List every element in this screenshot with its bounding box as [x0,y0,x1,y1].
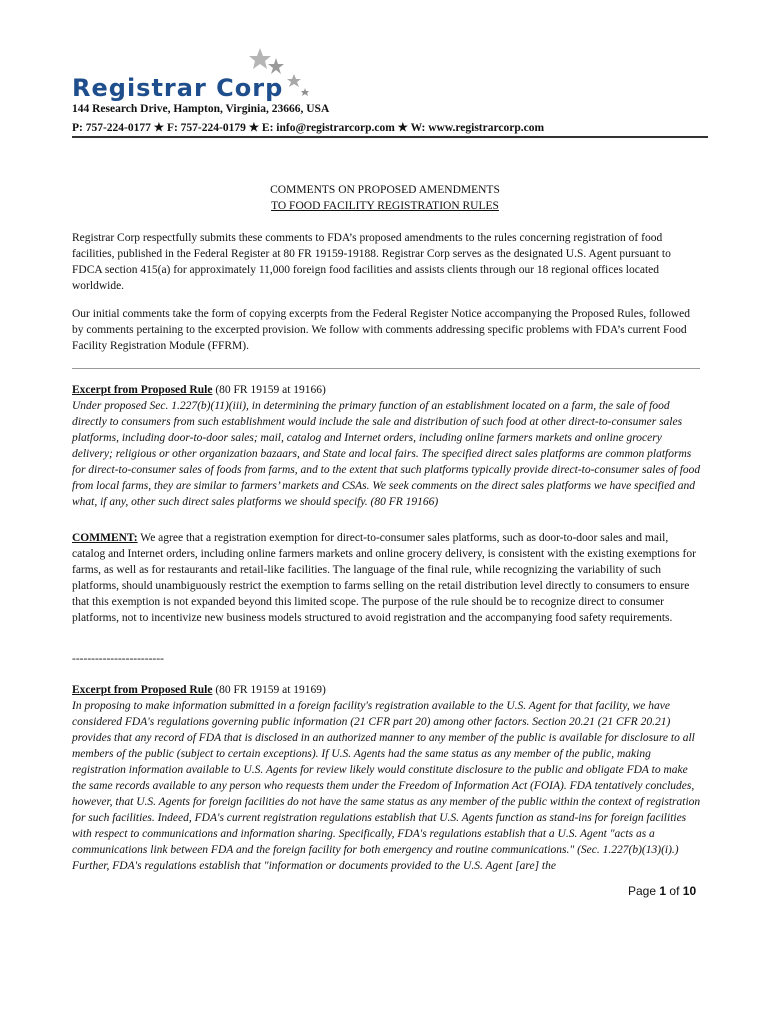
excerpt-block-2 [72,682,702,874]
page-total: 10 [682,884,697,898]
intro-paragraph: Registrar Corp respectfully submits these comments to FDA’s proposed amendments to the rules concerning registration of food facilities, published in the Federal Register at 80 FR 19159-19188. Registrar Corp serves as the designated U.S. Agent pursuant to FDCA section 415(a) for approximately 11,000 foreign food facilities and assists clients through our 18 regional offices located worldwide. [72,232,671,292]
registrar-corp-logo [72,44,312,104]
excerpt-text: Under proposed Sec. 1.227(b)(11)(iii), in determining the primary function of an establishment located on a farm, the sale of food directly to consumers from such establishment would include the sale and distribution of such food at other direct-to-consumer sales platforms, including door-to-door sales; mail, catalog and Internet orders, including online farmers markets and online grocery delivery; religious or other organization bazaars, and State and local fairs. The specified direct sales platforms are common platforms for direct-to-consumer sales of foods from farms, and to the extent that such platforms typically provide direct-to-consumer sales of food from local farms, they are similar to farmers’ markets and CSAs. We seek comments on the direct sales platforms we have specified and what, if any, other such direct sales platforms we should specify. (80 FR 19166) [72,400,701,508]
excerpt-label: Excerpt from Proposed Rule [72,384,213,396]
of-word: of [669,884,680,898]
excerpt-block-1 [72,382,702,510]
logo-text: Registrar Corp [72,74,284,102]
approach-paragraph: Our initial comments take the form of copying excerpts from the Federal Register Notice accompanying the Proposed Rules, followed by comments pertaining to the excerpted provision. We follow with comments addressing specific problems with FDA’s current Food Facility Registration Module (FFRM). [72,308,690,352]
address-line: 144 Research Drive, Hampton, Virginia, 23666, USA [72,103,330,115]
dashed-separator: ------------------------ [72,653,164,665]
document-title-line2: TO FOOD FACILITY REGISTRATION RULES [271,200,499,212]
comment-text: We agree that a registration exemption for direct-to-consumer sales platforms, such as door-to-door sales and mail, catalog and Internet orders, including online farmers markets and online grocery delivery, is consistent with the existing exemptions for farms, as well as for restaurants and retail-like facilities. The language of the final rule, while recognizing the variability of such platforms, should unambiguously restrict the exemption to farms selling on the retail distribution level directly to consumers to ensure that this exemption is not expanded beyond this limited scope. The purpose of the rule should be to recognize direct to consumer platforms, not to incentivize new business models structured to avoid registration and the accompanying food safety requirements. [72,532,696,624]
excerpt-text: In proposing to make information submitted in a foreign facility's registration available to the U.S. Agent for that facility, we have considered FDA's regulations governing public information (21 CFR part 20) among other factors. Section 20.21 (21 CFR 20.21) provides that any record of FDA that is disclosed in an authorized manner to any member of the public is available for disclosure to all members of the public (subject to certain exceptions). If U.S. Agents had the same status as any member of the public, making registration information available to U.S. Agents for review likely would constitute disclosure to the public and obligate FDA to make the same records available to any person who requests them under the Freedom of Information Act (FOIA). FDA tentatively concludes, however, that U.S. Agents for foreign facilities do not have the same status as any member of the public within the context of registration for such facilities. Indeed, FDA's current registration regulations establish that U.S. Agents function as stand-ins for foreign facilities with respect to communications and information sharing. Specifically, FDA's regulations establish that a U.S. Agent "acts as a communications link between FDA and the foreign facility for both emergency and routine communications." (Sec. 1.227(b)(13)(i).) Further, FDA's regulations establish that "information or documents provided to the U.S. Agent [are] the [72,700,701,872]
excerpt-label: Excerpt from Proposed Rule [72,684,213,696]
document-title-line1: COMMENTS ON PROPOSED AMENDMENTS [270,184,500,196]
comment-label: COMMENT: [72,532,138,544]
excerpt-citation: (80 FR 19159 at 19166) [212,384,326,396]
section-divider [72,368,700,369]
page-number [628,884,696,898]
header-divider [72,136,708,138]
page-current: 1 [659,884,667,898]
contact-line: P: 757-224-0177 ★ F: 757-224-0179 ★ E: info@registrarcorp.com ★ W: www.registrarcorp.com [72,122,545,134]
page-word: Page [628,884,657,898]
excerpt-citation: (80 FR 19159 at 19169) [212,684,326,696]
comment-block-1 [72,530,702,626]
